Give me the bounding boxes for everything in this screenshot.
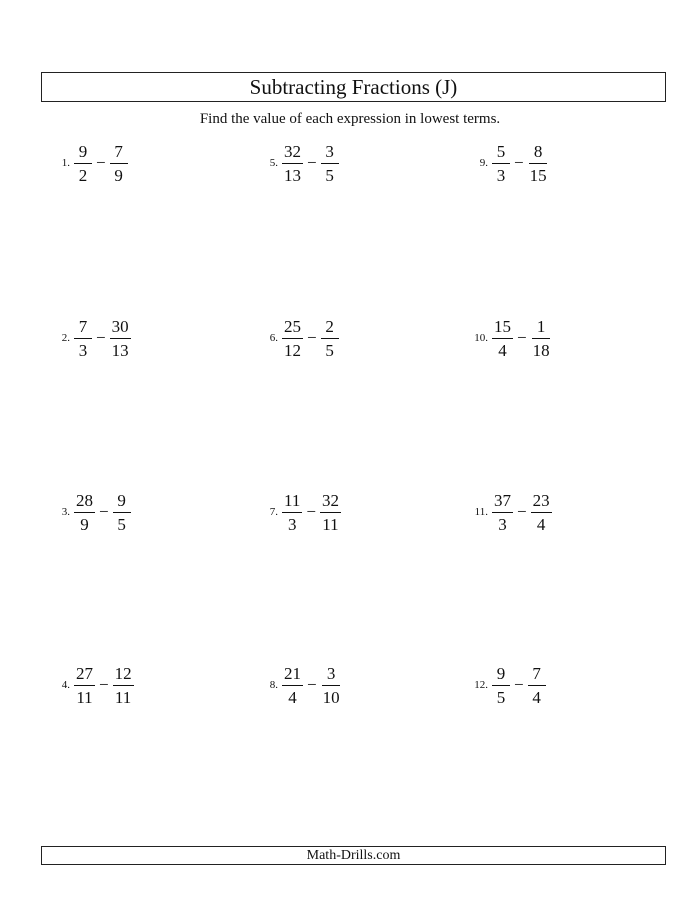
numerator: 8 bbox=[529, 142, 547, 164]
fraction-minuend bbox=[282, 317, 303, 360]
denominator: 9 bbox=[114, 165, 123, 185]
minus-sign: − bbox=[517, 328, 527, 347]
denominator: 12 bbox=[284, 340, 301, 360]
fraction-subtrahend bbox=[113, 664, 134, 707]
numerator: 9 bbox=[113, 491, 131, 513]
minus-sign: − bbox=[307, 153, 317, 172]
problem-number: 1. bbox=[61, 157, 70, 169]
denominator: 11 bbox=[322, 514, 339, 534]
numerator: 9 bbox=[492, 664, 510, 686]
problem-number: 11. bbox=[474, 506, 488, 518]
denominator: 13 bbox=[111, 340, 129, 360]
denominator: 11 bbox=[76, 687, 93, 707]
denominator: 18 bbox=[532, 340, 550, 360]
numerator: 7 bbox=[110, 142, 128, 164]
numerator: 3 bbox=[321, 142, 339, 164]
problem-5 bbox=[264, 140, 339, 186]
numerator: 25 bbox=[282, 317, 303, 339]
minus-sign: − bbox=[96, 153, 106, 172]
footer-credit: Math-Drills.com bbox=[41, 846, 666, 865]
numerator: 11 bbox=[282, 491, 302, 513]
denominator: 3 bbox=[498, 514, 507, 534]
denominator: 3 bbox=[287, 514, 297, 534]
fraction-subtrahend bbox=[321, 317, 339, 360]
denominator: 9 bbox=[80, 514, 89, 534]
problem-number: 5. bbox=[269, 157, 278, 169]
fraction-minuend bbox=[74, 142, 92, 185]
fraction-minuend bbox=[282, 664, 303, 707]
fraction-subtrahend bbox=[528, 142, 549, 185]
numerator: 9 bbox=[74, 142, 92, 164]
denominator: 5 bbox=[496, 687, 506, 707]
denominator: 2 bbox=[78, 165, 88, 185]
problem-7 bbox=[264, 489, 341, 535]
fraction-minuend bbox=[282, 142, 303, 185]
problem-number: 2. bbox=[61, 332, 70, 344]
denominator: 3 bbox=[78, 340, 88, 360]
fraction-subtrahend bbox=[110, 142, 128, 185]
fraction-minuend bbox=[74, 317, 92, 360]
fraction-minuend bbox=[492, 317, 513, 360]
problem-11 bbox=[468, 489, 552, 535]
fraction-minuend bbox=[492, 664, 510, 707]
numerator: 5 bbox=[492, 142, 510, 164]
numerator: 7 bbox=[528, 664, 546, 686]
problem-number: 9. bbox=[479, 157, 488, 169]
numerator: 12 bbox=[113, 664, 134, 686]
numerator: 21 bbox=[282, 664, 303, 686]
minus-sign: − bbox=[99, 502, 109, 521]
denominator: 4 bbox=[498, 340, 507, 360]
fraction-minuend bbox=[74, 491, 95, 534]
numerator: 2 bbox=[321, 317, 339, 339]
denominator: 5 bbox=[325, 165, 334, 185]
minus-sign: − bbox=[517, 502, 527, 521]
fraction-minuend bbox=[282, 491, 302, 534]
denominator: 4 bbox=[288, 687, 297, 707]
fraction-minuend bbox=[492, 142, 510, 185]
minus-sign: − bbox=[307, 675, 317, 694]
problem-number: 12. bbox=[474, 679, 488, 691]
numerator: 27 bbox=[74, 664, 95, 686]
minus-sign: − bbox=[306, 502, 316, 521]
numerator: 30 bbox=[110, 317, 131, 339]
fraction-subtrahend bbox=[528, 664, 546, 707]
minus-sign: − bbox=[514, 153, 524, 172]
fraction-subtrahend bbox=[113, 491, 131, 534]
problem-number: 4. bbox=[61, 679, 70, 691]
problem-3 bbox=[56, 489, 131, 535]
problem-2 bbox=[56, 315, 131, 361]
numerator: 23 bbox=[531, 491, 552, 513]
fraction-subtrahend bbox=[321, 664, 342, 707]
denominator: 4 bbox=[536, 514, 546, 534]
numerator: 32 bbox=[282, 142, 303, 164]
fraction-subtrahend bbox=[531, 491, 552, 534]
fraction-minuend bbox=[492, 491, 513, 534]
denominator: 4 bbox=[532, 687, 541, 707]
minus-sign: − bbox=[514, 675, 524, 694]
fraction-subtrahend bbox=[320, 491, 341, 534]
denominator: 5 bbox=[117, 514, 126, 534]
problem-10 bbox=[468, 315, 552, 361]
fraction-subtrahend bbox=[531, 317, 552, 360]
numerator: 7 bbox=[74, 317, 92, 339]
problem-number: 7. bbox=[269, 506, 278, 518]
minus-sign: − bbox=[99, 675, 109, 694]
problem-number: 10. bbox=[474, 332, 488, 344]
denominator: 15 bbox=[529, 165, 547, 185]
denominator: 10 bbox=[322, 687, 340, 707]
minus-sign: − bbox=[96, 328, 106, 347]
denominator: 13 bbox=[284, 165, 301, 185]
worksheet-title: Subtracting Fractions (J) bbox=[41, 72, 666, 102]
numerator: 15 bbox=[492, 317, 513, 339]
fraction-subtrahend bbox=[110, 317, 131, 360]
numerator: 3 bbox=[322, 664, 340, 686]
minus-sign: − bbox=[307, 328, 317, 347]
numerator: 37 bbox=[492, 491, 513, 513]
instructions: Find the value of each expression in lowest terms. bbox=[199, 111, 501, 127]
problem-1 bbox=[56, 140, 128, 186]
problem-6 bbox=[264, 315, 339, 361]
problem-number: 8. bbox=[269, 679, 278, 691]
denominator: 5 bbox=[325, 340, 334, 360]
denominator: 3 bbox=[496, 165, 506, 185]
problem-number: 3. bbox=[61, 506, 70, 518]
denominator: 11 bbox=[114, 687, 132, 707]
problem-number: 6. bbox=[269, 332, 278, 344]
numerator: 1 bbox=[532, 317, 550, 339]
problem-4 bbox=[56, 662, 134, 708]
problem-12 bbox=[468, 662, 546, 708]
fraction-subtrahend bbox=[321, 142, 339, 185]
numerator: 32 bbox=[320, 491, 341, 513]
numerator: 28 bbox=[74, 491, 95, 513]
problem-9 bbox=[468, 140, 549, 186]
fraction-minuend bbox=[74, 664, 95, 707]
problem-8 bbox=[264, 662, 342, 708]
